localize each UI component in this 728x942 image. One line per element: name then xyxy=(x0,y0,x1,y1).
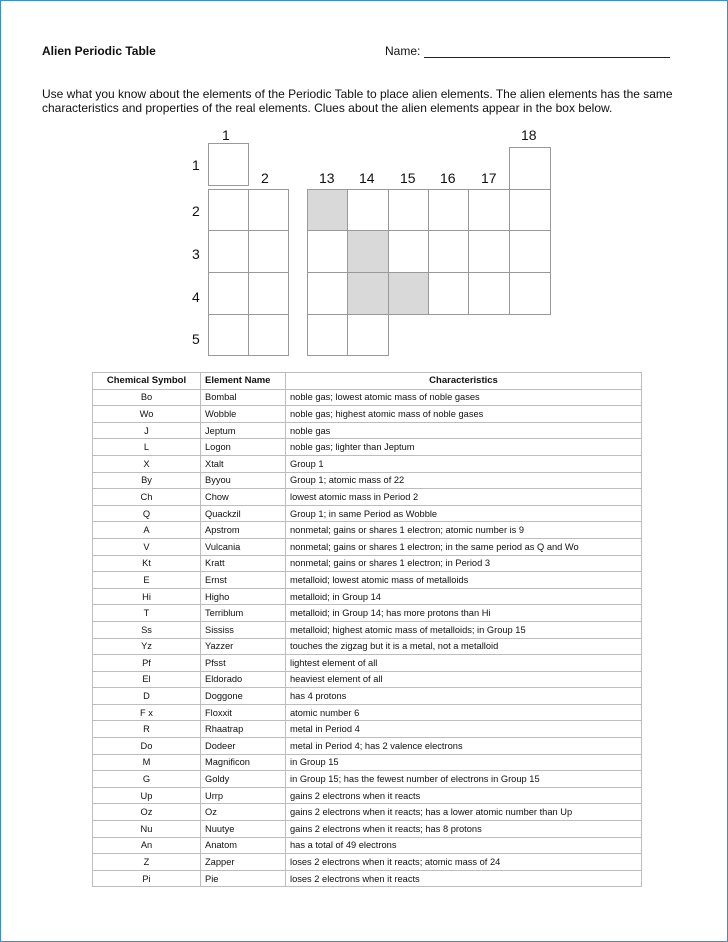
instructions: Use what you know about the elements of the Periodic Table to place alien elements. The alien elements has the same characteristics and properties of the real elements. Clues about the alien elements appear in the box below. xyxy=(42,87,673,115)
cell-characteristics: atomic number 6 xyxy=(286,704,642,721)
cell-symbol: E xyxy=(93,572,201,589)
table-row xyxy=(93,555,642,572)
table-row xyxy=(93,455,642,472)
table-row xyxy=(93,754,642,771)
cell-symbol: Up xyxy=(93,787,201,804)
cell-name: Zapper xyxy=(201,854,286,871)
name-line[interactable] xyxy=(424,45,670,58)
cell-characteristics: noble gas; lighter than Jeptum xyxy=(286,439,642,456)
cell-symbol: A xyxy=(93,522,201,539)
table-row xyxy=(93,588,642,605)
cell-symbol: Hi xyxy=(93,588,201,605)
table-row xyxy=(93,489,642,506)
cell-characteristics: nonmetal; gains or shares 1 electron; in Period 3 xyxy=(286,555,642,572)
cell-characteristics: noble gas; lowest atomic mass of noble gases xyxy=(286,389,642,406)
cell-characteristics: noble gas; highest atomic mass of noble gases xyxy=(286,406,642,423)
cell-name: Xtalt xyxy=(201,455,286,472)
table-row xyxy=(93,605,642,622)
cell-characteristics: has 4 protons xyxy=(286,688,642,705)
table-row xyxy=(93,721,642,738)
table-row xyxy=(93,406,642,423)
cell-characteristics: gains 2 electrons when it reacts xyxy=(286,787,642,804)
cell-characteristics: loses 2 electrons when it reacts; atomic mass of 24 xyxy=(286,854,642,871)
cell-characteristics: touches the zigzag but it is a metal, not a metalloid xyxy=(286,638,642,655)
group-label-1: 1 xyxy=(222,127,230,143)
cell-name: Pfsst xyxy=(201,655,286,672)
cell-name: Ernst xyxy=(201,572,286,589)
table-row xyxy=(93,821,642,838)
period-label-1: 1 xyxy=(192,157,200,173)
cell-symbol: Do xyxy=(93,738,201,755)
cell-characteristics: has a total of 49 electrons xyxy=(286,837,642,854)
cell-characteristics: gains 2 electrons when it reacts; has a lower atomic number than Up xyxy=(286,804,642,821)
cell-symbol: El xyxy=(93,671,201,688)
group-label-18: 18 xyxy=(521,127,537,143)
cell-symbol: Yz xyxy=(93,638,201,655)
cell-symbol: Z xyxy=(93,854,201,871)
cell-characteristics: metalloid; lowest atomic mass of metalloids xyxy=(286,572,642,589)
cell-name: Goldy xyxy=(201,771,286,788)
table-row xyxy=(93,787,642,804)
cell-characteristics: lowest atomic mass in Period 2 xyxy=(286,489,642,506)
cell-symbol: G xyxy=(93,771,201,788)
cell-name: Kratt xyxy=(201,555,286,572)
cell-name: Jeptum xyxy=(201,422,286,439)
table-row xyxy=(93,854,642,871)
cell-symbol: L xyxy=(93,439,201,456)
cell-symbol: Wo xyxy=(93,406,201,423)
cell-characteristics: Group 1; atomic mass of 22 xyxy=(286,472,642,489)
period-label-3: 3 xyxy=(192,246,200,262)
cell-symbol: An xyxy=(93,837,201,854)
cell-symbol: Pf xyxy=(93,655,201,672)
cell-symbol: T xyxy=(93,605,201,622)
cell-characteristics: metal in Period 4 xyxy=(286,721,642,738)
cell-name: Byyou xyxy=(201,472,286,489)
cell-symbol: Bo xyxy=(93,389,201,406)
cell-name: Oz xyxy=(201,804,286,821)
page-title: Alien Periodic Table xyxy=(42,44,156,58)
clues-table xyxy=(92,372,642,887)
cell-name: Magnificon xyxy=(201,754,286,771)
cell-characteristics: gains 2 electrons when it reacts; has 8 protons xyxy=(286,821,642,838)
table-row xyxy=(93,671,642,688)
cell-characteristics: lightest element of all xyxy=(286,655,642,672)
group-label-14: 14 xyxy=(359,170,375,186)
header-element-name: Element Name xyxy=(201,373,286,390)
group-label-2: 2 xyxy=(261,170,269,186)
cell-name: Yazzer xyxy=(201,638,286,655)
table-row xyxy=(93,472,642,489)
period-label-4: 4 xyxy=(192,289,200,305)
table-row xyxy=(93,522,642,539)
table-row xyxy=(93,505,642,522)
cell-symbol: R xyxy=(93,721,201,738)
table-row xyxy=(93,704,642,721)
cell-symbol: Nu xyxy=(93,821,201,838)
table-row xyxy=(93,771,642,788)
table-row xyxy=(93,538,642,555)
table-row xyxy=(93,870,642,887)
cell-name: Anatom xyxy=(201,837,286,854)
cell-name: Chow xyxy=(201,489,286,506)
cell-symbol: V xyxy=(93,538,201,555)
cell-name: Vulcania xyxy=(201,538,286,555)
period-label-2: 2 xyxy=(192,203,200,219)
table-row xyxy=(93,688,642,705)
cell-characteristics: nonmetal; gains or shares 1 electron; atomic number is 9 xyxy=(286,522,642,539)
cell-name: Eldorado xyxy=(201,671,286,688)
cell-symbol: Kt xyxy=(93,555,201,572)
period-label-5: 5 xyxy=(192,331,200,347)
group-label-13: 13 xyxy=(319,170,335,186)
name-label: Name: xyxy=(385,44,421,58)
table-row xyxy=(93,837,642,854)
cell-characteristics: noble gas xyxy=(286,422,642,439)
table-row xyxy=(93,439,642,456)
cell-name: Urrp xyxy=(201,787,286,804)
cell-symbol: Ss xyxy=(93,621,201,638)
table-row xyxy=(93,655,642,672)
cell-name: Rhaatrap xyxy=(201,721,286,738)
cell-name: Bombal xyxy=(201,389,286,406)
cell-symbol: Q xyxy=(93,505,201,522)
table-row xyxy=(93,572,642,589)
cell-characteristics: heaviest element of all xyxy=(286,671,642,688)
cell-characteristics: metal in Period 4; has 2 valence electrons xyxy=(286,738,642,755)
name-field[interactable] xyxy=(385,44,670,58)
table-row xyxy=(93,804,642,821)
cell-characteristics: in Group 15; has the fewest number of electrons in Group 15 xyxy=(286,771,642,788)
cell-characteristics: metalloid; highest atomic mass of metalloids; in Group 15 xyxy=(286,621,642,638)
cell-characteristics: nonmetal; gains or shares 1 electron; in the same period as Q and Wo xyxy=(286,538,642,555)
table-row xyxy=(93,389,642,406)
cell-name: Apstrom xyxy=(201,522,286,539)
table-row xyxy=(93,621,642,638)
cell-characteristics: Group 1 xyxy=(286,455,642,472)
cell-name: Logon xyxy=(201,439,286,456)
table-row xyxy=(93,738,642,755)
cell-name: Higho xyxy=(201,588,286,605)
cell-symbol: M xyxy=(93,754,201,771)
table-header-row xyxy=(93,373,642,390)
cell-name: Terriblum xyxy=(201,605,286,622)
cell-symbol: Ch xyxy=(93,489,201,506)
group-label-15: 15 xyxy=(400,170,416,186)
cell-characteristics: in Group 15 xyxy=(286,754,642,771)
cell-name: Pie xyxy=(201,870,286,887)
cell-name: Doggone xyxy=(201,688,286,705)
group-label-16: 16 xyxy=(440,170,456,186)
cell-symbol: Pi xyxy=(93,870,201,887)
cell-name: Floxxit xyxy=(201,704,286,721)
cell-symbol: D xyxy=(93,688,201,705)
cell-characteristics: metalloid; in Group 14 xyxy=(286,588,642,605)
cell-symbol: J xyxy=(93,422,201,439)
cell-name: Dodeer xyxy=(201,738,286,755)
cell-symbol: F x xyxy=(93,704,201,721)
cell-name: Nuutye xyxy=(201,821,286,838)
table-row xyxy=(93,638,642,655)
cell-characteristics: metalloid; in Group 14; has more protons than Hi xyxy=(286,605,642,622)
cell-name: Quackzil xyxy=(201,505,286,522)
table-row xyxy=(93,422,642,439)
cell-name: Sississ xyxy=(201,621,286,638)
cell-symbol: X xyxy=(93,455,201,472)
cell-symbol: By xyxy=(93,472,201,489)
header-characteristics: Characteristics xyxy=(286,373,642,390)
cell-characteristics: loses 2 electrons when it reacts xyxy=(286,870,642,887)
header-symbol: Chemical Symbol xyxy=(93,373,201,390)
cell-characteristics: Group 1; in same Period as Wobble xyxy=(286,505,642,522)
group-label-17: 17 xyxy=(481,170,497,186)
cell-symbol: Oz xyxy=(93,804,201,821)
cell-name: Wobble xyxy=(201,406,286,423)
